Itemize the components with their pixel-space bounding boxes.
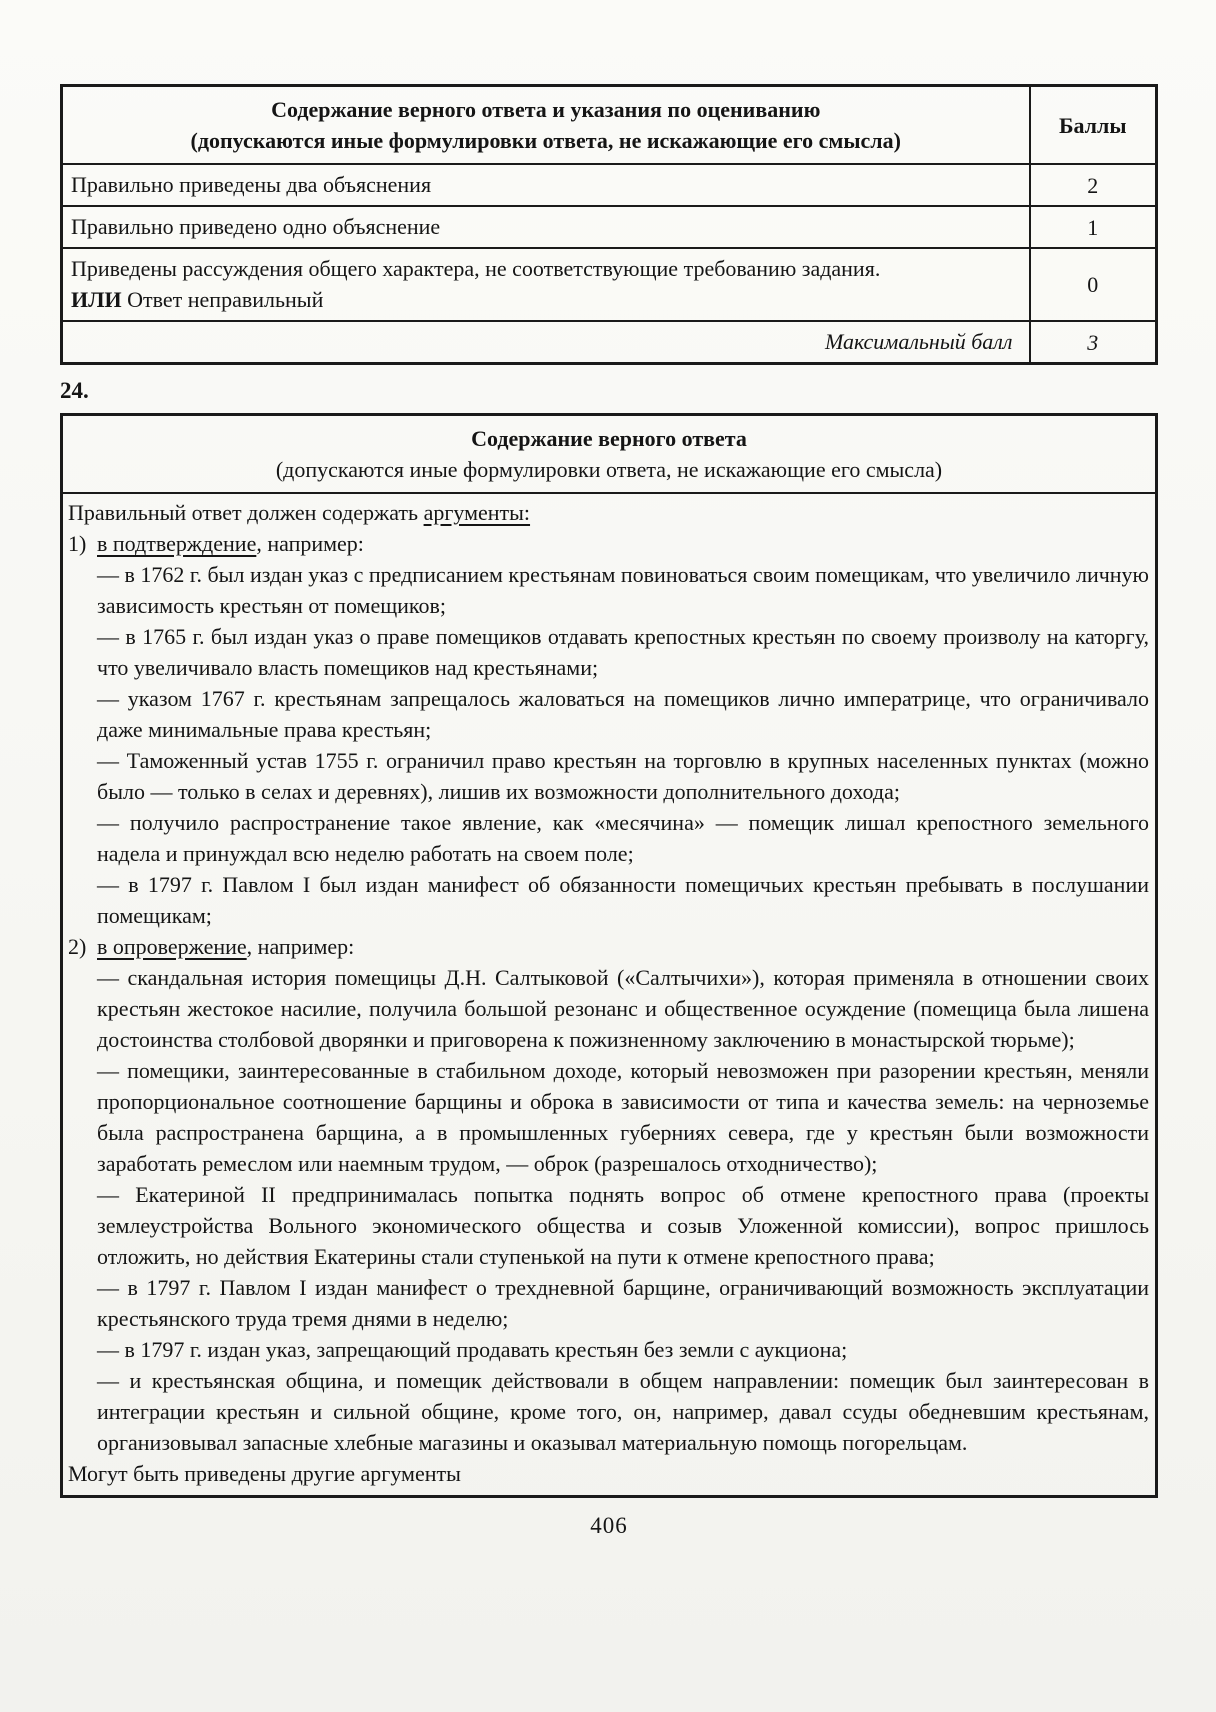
argument-item: — получило распространение такое явление, как «месячина» — помещик лишал крепостного земельного надела и принуждал всю неделю работать на своем поле; [97,810,1149,866]
max-score-label: Максимальный балл [62,321,1030,364]
criterion-line-1: Приведены рассуждения общего характера, не соответствующие требованию задания. [71,256,881,281]
argument-item: — скандальная история помещицы Д.Н. Салтыковой («Салтычихи»), которая применяла в отношении своих крестьян жестокое насилие, получила большой резонанс и общественное осуждение (помещица была лишена достоинства столбовой дворянки и приговорена к пожизненному заключению в монастырской тюрьме); [97,965,1149,1052]
scoring-title: Содержание верного ответа и указания по оцениванию [271,97,821,122]
argument-item: — Екатериной II предпринималась попытка поднять вопрос об отмене крепостного права (проекты землеустройства Вольного экономического общества и созыв Уложенной комиссии), вопрос пришлось отложить, но действия Екатерины стали ступенькой на пути к отмене крепостного права; [97,1182,1149,1269]
scoring-header-row [62,86,1157,165]
answer-subtitle: (допускаются иные формулировки ответа, не искажающие его смысла) [275,457,943,482]
max-score-value: 3 [1030,321,1157,364]
argument-item: — в 1797 г. издан указ, запрещающий продавать крестьян без земли с аукциона; [97,1337,848,1362]
section-number: 1) [68,531,87,556]
page-number: 406 [590,1513,628,1538]
points-value: 1 [1030,206,1157,248]
answer-header-row [62,415,1157,494]
section-tail: , например: [246,934,355,959]
scoring-subtitle: (допускаются иные формулировки ответа, не искажающие его смысла) [190,128,901,153]
answer-outro: Могут быть приведены другие аргументы [68,1461,461,1486]
answer-header-cell [62,415,1157,494]
section-underlined: в подтверждение [97,531,257,556]
intro-underlined: аргументы: [423,500,531,525]
argument-item: — помещики, заинтересованные в стабильном доходе, который невозможен при разорении крестьян, меняли пропорциональное соотношение барщины и оброка в зависимости от типа и качества земель: на черноземье была распространена барщина, а в промышленных губерниях севера, где у крестьян были возможности заработать ремеслом или наемным трудом, — оброк (разрешалось отходничество); [97,1058,1149,1176]
table-row [62,206,1157,248]
criterion-text [62,248,1030,321]
argument-item: — в 1797 г. Павлом I издан манифест о трехдневной барщине, ограничивающий возможность эксплуатации крестьянского труда тремя днями в неделю; [97,1275,1149,1331]
answer-body-cell [62,493,1157,1497]
section-underlined: в опровержение [97,934,247,959]
answer-body-row [62,493,1157,1497]
argument-item: — в 1762 г. был издан указ с предписанием крестьянам повиноваться своим помещикам, что увеличило личную зависимость крестьян от помещиков; [97,562,1149,618]
answer-table [60,413,1158,1498]
criterion-text: Правильно приведено одно объяснение [62,206,1030,248]
argument-item: — в 1765 г. был издан указ о праве помещиков отдавать крепостных крестьян по своему произволу на каторгу, что увеличивало власть помещиков над крестьянами; [97,624,1149,680]
max-score-row [62,321,1157,364]
criterion-or-keyword: ИЛИ [71,287,128,312]
table-row [62,164,1157,206]
points-value: 0 [1030,248,1157,321]
answer-title: Содержание верного ответа [471,426,747,451]
intro-text: Правильный ответ должен содержать [68,500,424,525]
criterion-line-2: Ответ неправильный [127,287,324,312]
task-number: 24. [60,378,89,403]
section-number: 2) [68,934,87,959]
scoring-table [60,84,1158,365]
argument-item: — в 1797 г. Павлом I был издан манифест об обязанности помещичьих крестьян пребывать в послушании помещикам; [97,872,1149,928]
criterion-text: Правильно приведены два объяснения [62,164,1030,206]
section-2-heading [68,931,1149,962]
argument-item: — указом 1767 г. крестьянам запрещалось жаловаться на помещиков лично императрице, что ограничивало даже минимальные права крестьян; [97,686,1149,742]
section-1-heading [68,528,1149,559]
argument-item: — и крестьянская община, и помещик действовали в общем направлении: помещик был заинтересован в интеграции крестьян и сильной общине, кроме того, он, например, давал ссуды обедневшим крестьянам, организовывал запасные хлебные магазины и оказывал материальную помощь погорельцам. [97,1368,1149,1455]
answer-intro [68,497,1149,528]
table-row [62,248,1157,321]
points-column-header: Баллы [1030,86,1157,165]
argument-item: — Таможенный устав 1755 г. ограничил право крестьян на торговлю в крупных населенных пунктах (можно было — только в селах и деревнях), лишив их возможности дополнительного дохода; [97,748,1149,804]
section-tail: , например: [256,531,364,556]
scoring-header-cell [62,86,1030,165]
points-value: 2 [1030,164,1157,206]
